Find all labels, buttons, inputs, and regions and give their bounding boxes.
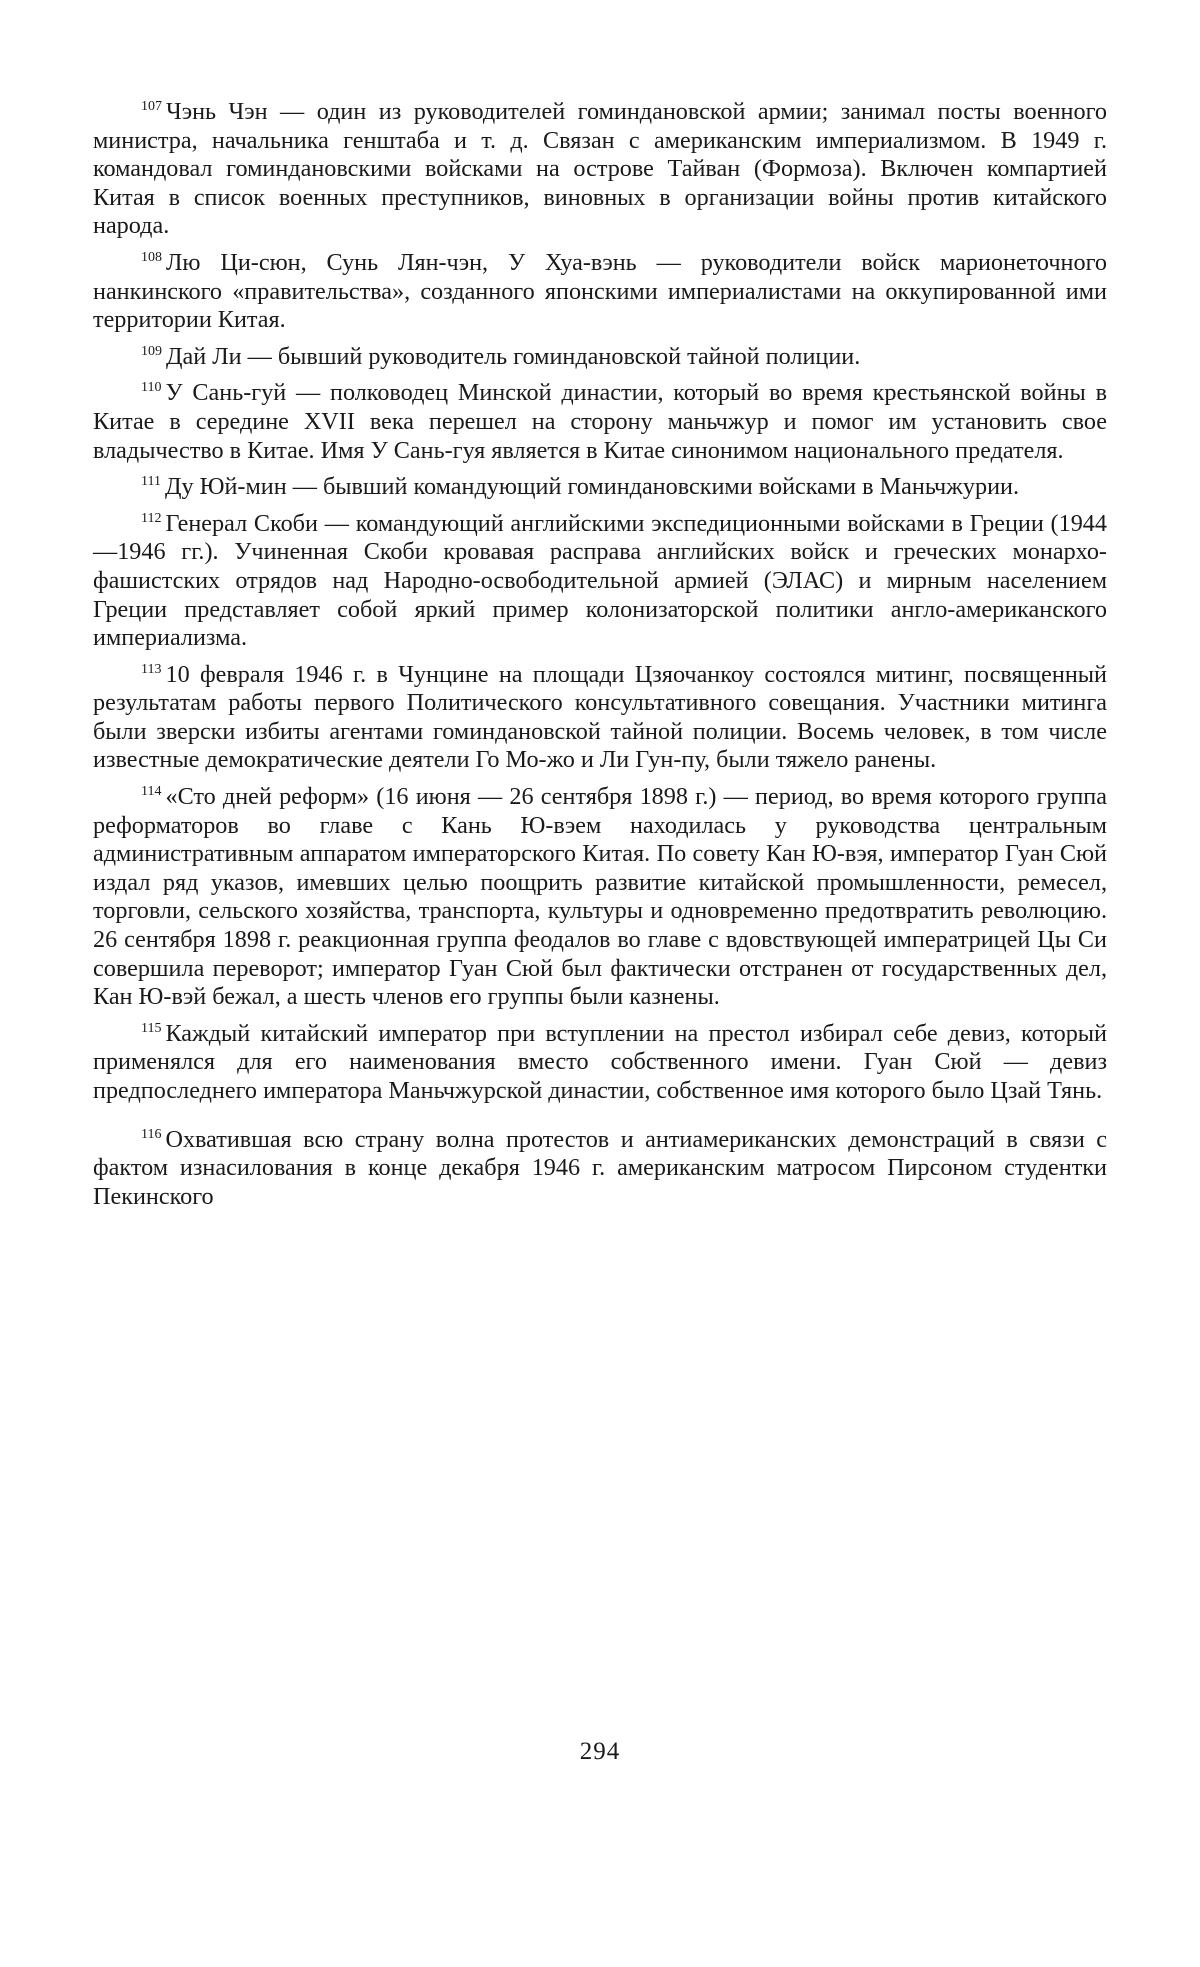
footnote-109 (93, 343, 1107, 372)
footnote-text: Ду Юй-мин — бывший командующий гоминдановскими войсками в Маньчжурии. (164, 473, 1020, 501)
footnote-110 (93, 379, 1107, 465)
footnote-text: 10 февраля 1946 г. в Чунцине на площади Цзяочанкоу состоялся митинг, посвященный результатам работы первого Политического консультативного совещания. Участники митинга были зверски избиты агентами гоминдановской тайной полиции. Восемь человек, в том числе известные демократические деятели Го Мо-жо и Ли Гун-пу, были тяжело ранены. (93, 660, 1107, 774)
footnote-112 (93, 510, 1107, 653)
footnote-number: 114 (141, 784, 162, 800)
footnote-text: Каждый китайский император при вступлении на престол избирал себе девиз, который применялся для его наименования вместо собственного имени. Гуан Сюй — девиз предпоследнего императора Маньчжурской династии, собственное имя которого было Цзай Тянь. (93, 1019, 1107, 1104)
footnote-114 (93, 783, 1107, 1012)
footnote-text: Охватившая всю страну волна протестов и антиамериканских демонстраций в связи с фактом изнасилования в конце декабря 1946 г. американским матросом Пирсоном студентки Пекинского (93, 1125, 1107, 1210)
footnote-number: 116 (141, 1126, 162, 1142)
footnote-number: 108 (141, 249, 162, 265)
footnote-107 (93, 98, 1107, 241)
footnote-text: Чэнь Чэн — один из руководителей гоминдановской армии; занимал посты военного министра, начальника генштаба и т. д. Связан с американским империализмом. В 1949 г. командовал гоминдановскими войсками на острове Тайван (Формоза). Включен компартией Китая в список военных преступников, виновных в организации войны против китайского народа. (93, 98, 1107, 240)
footnote-116 (93, 1126, 1107, 1212)
footnote-108 (93, 249, 1107, 335)
footnote-111 (93, 473, 1107, 502)
footnote-number: 110 (141, 380, 162, 396)
footnote-text: Лю Ци-сюн, Сунь Лян-чэн, У Хуа-вэнь — руководители войск марионеточного нанкинского «правительства», созданного японскими империалистами на оккупированной ими территории Китая. (93, 248, 1107, 334)
footnote-number: 115 (141, 1020, 162, 1036)
footnote-text: Дай Ли — бывший руководитель гоминдановской тайной полиции. (166, 342, 861, 370)
footnote-text: У Сань-гуй — полководец Минской династии, который во время крестьянской войны в Китае в середине XVII века перешел на сторону маньчжур и помог им установить свое владычество в Китае. Имя У Сань-гуя является в Китае синонимом национального предателя. (93, 379, 1107, 464)
page-number: 294 (579, 1738, 621, 1765)
footnote-number: 109 (141, 343, 162, 359)
footnote-number: 113 (141, 661, 162, 677)
footnote-number: 111 (141, 474, 161, 490)
footnote-115 (93, 1020, 1107, 1106)
footnote-text: «Сто дней реформ» (16 июня — 26 сентября 1898 г.) — период, во время которого группа реформаторов во главе с Кань Ю-вэем находилась у руководства центральным административным аппаратом императорского Китая. По совету Кан Ю-вэя, император Гуан Сюй издал ряд указов, имевших целью поощрить развитие китайской промышленности, ремесел, торговли, сельского хозяйства, транспорта, культуры и одновременно предотвратить революцию. 26 сентября 1898 г. реакционная группа феодалов во главе с вдовствующей императрицей Цы Си совершила переворот; император Гуан Сюй был фактически отстранен от государственных дел, Кан Ю-вэй бежал, а шесть членов его группы были казнены. (93, 783, 1107, 1011)
footnote-number: 107 (141, 99, 162, 114)
footnote-text: Генерал Скоби — командующий английскими экспедиционными войсками в Греции (1944—1946 гг.). Учиненная Скоби кровавая расправа английских войск и греческих монархо-фашистских отрядов над Народно-освободительной армией (ЭЛАС) и мирным населением Греции представляет собой яркий пример колонизаторской политики англо-американского империализма. (93, 509, 1107, 652)
footnote-number: 112 (141, 510, 162, 526)
footnotes-block (93, 98, 1107, 1219)
footnote-113 (93, 661, 1107, 775)
